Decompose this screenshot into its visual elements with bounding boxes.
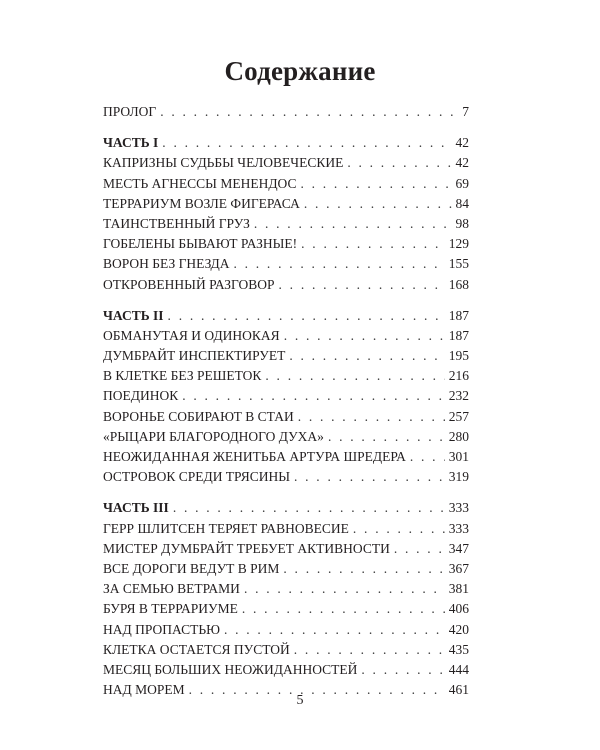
leader-dots xyxy=(160,104,458,120)
toc-entry xyxy=(103,196,469,216)
toc-entry-label: ТАИНСТВЕННЫЙ ГРУЗ xyxy=(103,215,250,231)
leader-dots xyxy=(242,601,445,617)
toc-entry-label: «РЫЦАРИ БЛАГОРОДНОГО ДУХА» xyxy=(103,428,324,444)
toc-entry-page: 195 xyxy=(448,348,469,364)
toc-entry-label: ВСЕ ДОРОГИ ВЕДУТ В РИМ xyxy=(103,560,280,576)
leader-dots xyxy=(304,196,452,212)
toc-entry-page: 347 xyxy=(448,540,469,556)
table-of-contents xyxy=(103,104,469,702)
toc-entry xyxy=(103,328,469,348)
leader-dots xyxy=(244,581,445,597)
leader-dots xyxy=(328,429,445,445)
toc-entry-page: 42 xyxy=(455,155,469,171)
toc-entry-page: 84 xyxy=(455,195,469,211)
toc-entry-label: КЛЕТКА ОСТАЕТСЯ ПУСТОЙ xyxy=(103,641,290,657)
toc-entry xyxy=(103,388,469,408)
toc-entry xyxy=(103,561,469,581)
toc-entry xyxy=(103,601,469,621)
leader-dots xyxy=(298,409,445,425)
leader-dots xyxy=(294,469,445,485)
leader-dots xyxy=(361,662,444,678)
toc-part-heading xyxy=(103,500,469,520)
leader-dots xyxy=(283,561,444,577)
toc-entry-page: 461 xyxy=(448,682,469,698)
toc-entry-prologue xyxy=(103,104,469,124)
toc-entry xyxy=(103,256,469,276)
toc-entry xyxy=(103,409,469,429)
toc-entry xyxy=(103,368,469,388)
toc-entry xyxy=(103,236,469,256)
toc-part-label: ЧАСТЬ III xyxy=(103,500,169,516)
toc-entry xyxy=(103,277,469,297)
toc-entry-label: ОТКРОВЕННЫЙ РАЗГОВОР xyxy=(103,276,275,292)
toc-entry xyxy=(103,176,469,196)
leader-dots xyxy=(265,368,444,384)
toc-entry-page: 257 xyxy=(448,408,469,424)
leader-dots xyxy=(394,541,445,557)
leader-dots xyxy=(279,277,445,293)
leader-dots xyxy=(301,236,445,252)
leader-dots xyxy=(224,622,445,638)
toc-part-heading xyxy=(103,135,469,155)
toc-entry-page: 280 xyxy=(448,428,469,444)
toc-entry-page: 367 xyxy=(448,560,469,576)
toc-entry-label: ЗА СЕМЬЮ ВЕТРАМИ xyxy=(103,581,240,597)
toc-entry-label: БУРЯ В ТЕРРАРИУМЕ xyxy=(103,601,238,617)
toc-entry xyxy=(103,469,469,489)
toc-entry-label: ВОРОН БЕЗ ГНЕЗДА xyxy=(103,256,230,272)
toc-entry-label: НАД МОРЕМ xyxy=(103,682,185,698)
leader-dots xyxy=(233,256,444,272)
toc-entry-page: 232 xyxy=(448,388,469,404)
toc-entry xyxy=(103,521,469,541)
toc-entry xyxy=(103,449,469,469)
toc-entry-page: 435 xyxy=(448,641,469,657)
toc-entry-page: 7 xyxy=(462,104,469,119)
leader-dots xyxy=(289,348,444,364)
toc-entry-label: ДУМБРАЙТ ИНСПЕКТИРУЕТ xyxy=(103,348,286,364)
toc-entry-label: ПОЕДИНОК xyxy=(103,388,179,404)
toc-entry xyxy=(103,155,469,175)
page-title: Содержание xyxy=(224,56,376,86)
toc-entry-page: 333 xyxy=(448,520,469,536)
leader-dots xyxy=(162,135,451,151)
leader-dots xyxy=(182,388,445,404)
toc-entry-page: 187 xyxy=(448,327,469,343)
toc-entry-label: КАПРИЗНЫ СУДЬБЫ ЧЕЛОВЕЧЕСКИЕ xyxy=(103,155,344,171)
toc-entry-page: 301 xyxy=(448,449,469,464)
toc-part-label: ЧАСТЬ II xyxy=(103,307,164,323)
toc-part-label: ЧАСТЬ I xyxy=(103,135,159,151)
leader-dots xyxy=(347,155,451,171)
leader-dots xyxy=(254,216,452,232)
toc-entry-label: НАД ПРОПАСТЬЮ xyxy=(103,621,220,637)
toc-entry-label: ГОБЕЛЕНЫ БЫВАЮТ РАЗНЫЕ! xyxy=(103,236,298,252)
toc-entry-page: 319 xyxy=(448,469,469,485)
toc-entry-page: 381 xyxy=(448,581,469,597)
toc-entry-label: ГЕРР ШЛИТСЕН ТЕРЯЕТ РАВНОВЕСИЕ xyxy=(103,520,349,536)
toc-entry-page: 155 xyxy=(448,256,469,272)
toc-entry-label: МИСТЕР ДУМБРАЙТ ТРЕБУЕТ АКТИВНОСТИ xyxy=(103,540,390,556)
toc-entry xyxy=(103,581,469,601)
toc-entry-label: ВОРОНЬЕ СОБИРАЮТ В СТАИ xyxy=(103,408,294,424)
toc-entry-label: НЕОЖИДАННАЯ ЖЕНИТЬБА АРТУРА ШРЕДЕРА xyxy=(103,449,406,464)
page-number: 5 xyxy=(296,693,304,708)
toc-entry-label: В КЛЕТКЕ БЕЗ РЕШЕТОК xyxy=(103,368,262,384)
toc-entry xyxy=(103,348,469,368)
toc-entry-page: 69 xyxy=(455,175,469,191)
leader-dots xyxy=(284,328,445,344)
toc-part-page: 42 xyxy=(455,135,469,151)
toc-entry-page: 420 xyxy=(448,621,469,637)
toc-part-page: 187 xyxy=(448,307,469,323)
toc-entry-page: 98 xyxy=(455,215,469,231)
leader-dots xyxy=(173,500,445,516)
toc-entry-page: 444 xyxy=(448,661,469,677)
leader-dots xyxy=(353,521,445,537)
toc-part-heading xyxy=(103,308,469,328)
toc-part-page: 333 xyxy=(448,500,469,516)
leader-dots xyxy=(410,449,445,465)
toc-entry-label: ОБМАНУТАЯ И ОДИНОКАЯ xyxy=(103,327,280,343)
toc-entry xyxy=(103,642,469,662)
toc-entry-page: 168 xyxy=(448,276,469,292)
toc-entry-page: 406 xyxy=(448,601,469,617)
toc-entry xyxy=(103,541,469,561)
toc-entry-page: 129 xyxy=(448,236,469,252)
toc-entry xyxy=(103,662,469,682)
toc-entry xyxy=(103,216,469,236)
toc-entry-label: ТЕРРАРИУМ ВОЗЛЕ ФИГЕРАСА xyxy=(103,195,300,211)
toc-entry-label: ОСТРОВОК СРЕДИ ТРЯСИНЫ xyxy=(103,469,290,485)
toc-entry-label: МЕСЯЦ БОЛЬШИХ НЕОЖИДАННОСТЕЙ xyxy=(103,661,358,677)
toc-entry xyxy=(103,429,469,449)
leader-dots xyxy=(294,642,445,658)
toc-entry-label: МЕСТЬ АГНЕССЫ МЕНЕНДОС xyxy=(103,175,297,191)
leader-dots xyxy=(300,176,451,192)
toc-entry-page: 216 xyxy=(448,368,469,384)
leader-dots xyxy=(168,308,445,324)
toc-entry xyxy=(103,622,469,642)
toc-entry-label: ПРОЛОГ xyxy=(103,104,157,119)
